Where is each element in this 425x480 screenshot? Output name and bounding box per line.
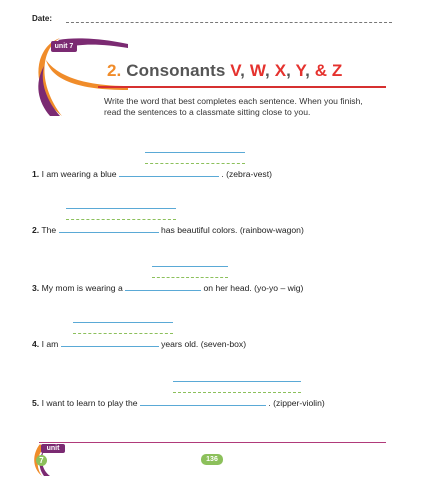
exercise-text-after: has beautiful colors. (rainbow-wagon) <box>161 225 304 235</box>
handwriting-guide-mid <box>173 392 301 393</box>
exercise-number: 1. <box>32 169 40 179</box>
title-letter-v: V <box>230 61 241 80</box>
handwriting-guide-mid <box>152 277 228 278</box>
exercise-number: 2. <box>32 225 40 235</box>
exercise-text-before: My mom is wearing a <box>41 283 123 293</box>
title-divider <box>98 86 386 88</box>
title-conjunction: & Z <box>314 61 343 80</box>
handwriting-guide-mid <box>145 163 245 164</box>
exercise-2 <box>32 224 304 235</box>
footer-unit-badge: unit <box>41 444 65 453</box>
handwriting-guide-mid <box>66 219 176 220</box>
handwriting-guide-mid <box>73 333 173 334</box>
page-number: 136 <box>201 454 223 465</box>
exercise-4 <box>32 338 246 349</box>
answer-blank-4[interactable] <box>61 338 159 347</box>
handwriting-guide-top <box>152 266 228 267</box>
date-label: Date: <box>32 14 53 23</box>
answer-blank-3[interactable] <box>125 282 201 291</box>
unit-badge: unit 7 <box>51 41 77 52</box>
handwriting-guide-top <box>173 381 301 382</box>
handwriting-guide-top <box>145 152 245 153</box>
exercise-text-after: . (zipper-violin) <box>268 398 325 408</box>
exercise-text-after: on her head. (yo-yo – wig) <box>203 283 304 293</box>
answer-blank-2[interactable] <box>59 224 159 233</box>
exercise-text-before: I am wearing a blue <box>41 169 117 179</box>
handwriting-guide-top <box>66 208 176 209</box>
date-write-line[interactable] <box>66 22 392 23</box>
title-letter-w: W <box>249 61 266 80</box>
exercise-text-after: years old. (seven-box) <box>161 339 247 349</box>
footer-unit-number: 7 <box>36 455 47 466</box>
exercise-number: 3. <box>32 283 40 293</box>
instructions: Write the word that best completes each sentence. When you finish, read the sentences to a classmate sitting close to you. <box>104 96 363 117</box>
exercise-3 <box>32 282 303 293</box>
title-number: 2. <box>107 61 122 80</box>
exercise-text-after: . (zebra-vest) <box>221 169 272 179</box>
handwriting-guide-top <box>73 322 173 323</box>
exercise-number: 5. <box>32 398 40 408</box>
footer-divider <box>39 442 386 443</box>
exercise-text-before: I want to learn to play the <box>41 398 138 408</box>
title-letter-x: X <box>274 61 287 80</box>
title-word: Consonants <box>126 61 226 80</box>
answer-blank-5[interactable] <box>140 397 266 406</box>
exercise-1 <box>32 168 272 179</box>
exercise-number: 4. <box>32 339 40 349</box>
answer-blank-1[interactable] <box>119 168 219 177</box>
exercise-5 <box>32 397 325 408</box>
title-letter-y: Y <box>295 61 306 80</box>
exercise-text-before: I am <box>41 339 59 349</box>
page-title: 2. Consonants V, W, X, Y, & Z <box>107 61 343 80</box>
exercise-text-before: The <box>41 225 57 235</box>
